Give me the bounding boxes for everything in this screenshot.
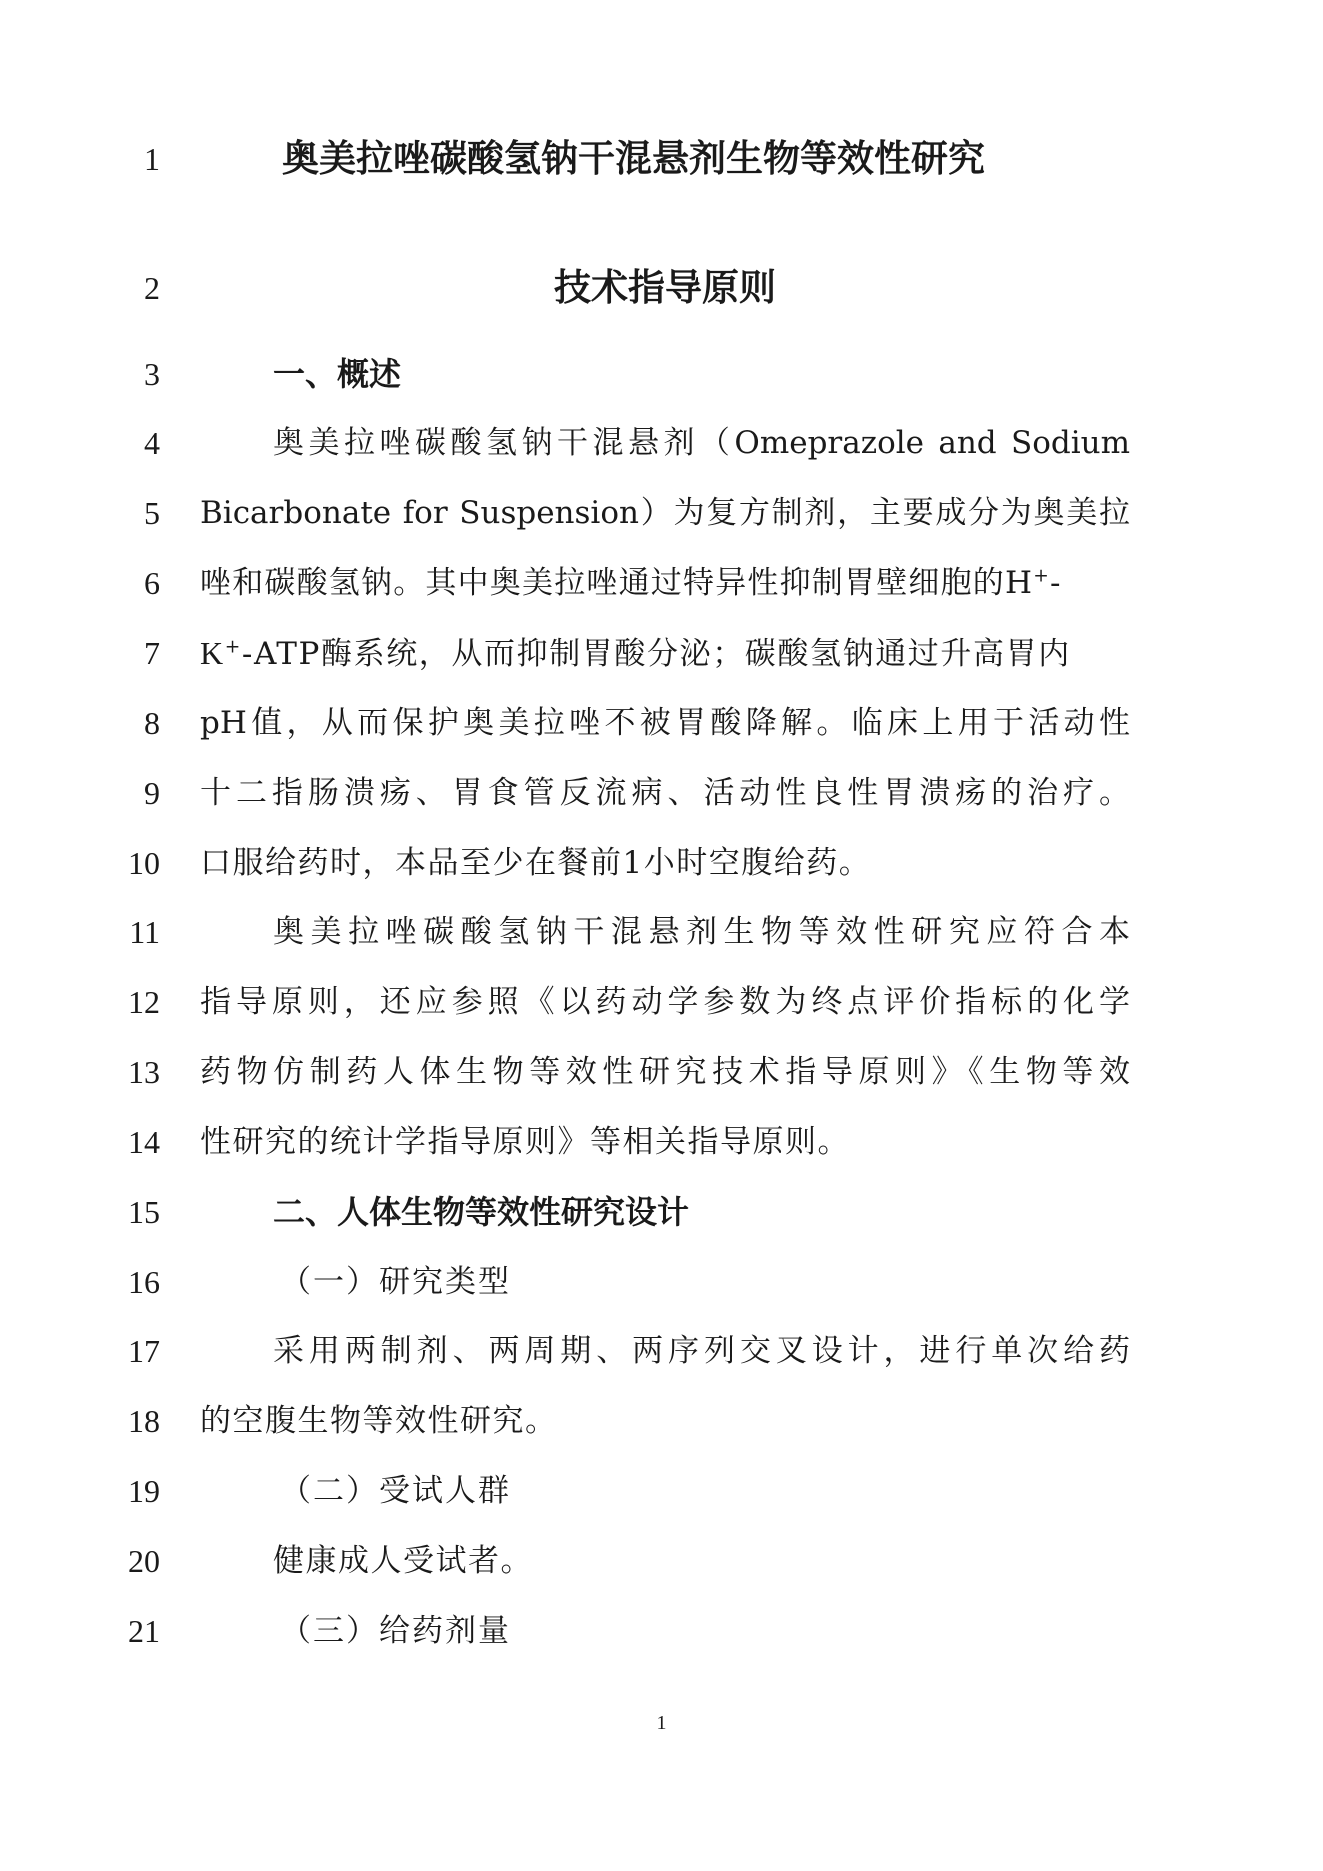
line-number: 11	[129, 914, 160, 950]
text-segment: -	[1050, 565, 1062, 601]
paragraph-line: 指导原则，还应参照《以药动学参数为终点评价指标的化学	[200, 984, 1130, 1020]
section-heading-study-design: 二、人体生物等效性研究设计	[273, 1193, 690, 1231]
line-number: 4	[144, 425, 160, 461]
line-3	[0, 339, 1323, 409]
line-number: 17	[128, 1333, 160, 1369]
line-number: 20	[128, 1543, 160, 1579]
subsection-heading: （三）给药剂量	[280, 1613, 511, 1649]
line-19	[0, 1456, 1323, 1526]
page-number: 1	[656, 1712, 667, 1734]
superscript: +	[224, 636, 242, 658]
line-number: 18	[128, 1403, 160, 1439]
paragraph-line: Bicarbonate for Suspension）为复方制剂，主要成分为奥美拉	[200, 495, 1130, 531]
text-segment: K	[200, 635, 225, 671]
paragraph-line: 性研究的统计学指导原则》等相关指导原则。	[200, 1124, 850, 1160]
paragraph-line: 口服给药时，本品至少在餐前1小时空腹给药。	[200, 845, 872, 881]
paragraph-line: 十二指肠溃疡、胃食管反流病、活动性良性胃溃疡的治疗。	[200, 775, 1130, 811]
document-title: 奥美拉唑碳酸氢钠干混悬剂生物等效性研究	[282, 137, 985, 180]
paragraph-line: 健康成人受试者。	[273, 1543, 533, 1579]
document-subtitle: 技术指导原则	[554, 266, 776, 309]
paragraph-line: 奥美拉唑碳酸氢钠干混悬剂生物等效性研究应符合本	[273, 914, 1130, 950]
line-12	[0, 967, 1323, 1037]
line-8	[0, 688, 1323, 758]
line-21	[0, 1596, 1323, 1666]
line-10	[0, 828, 1323, 898]
paragraph-line	[200, 618, 1130, 689]
line-11	[0, 897, 1323, 967]
line-number: 5	[144, 495, 160, 531]
line-number: 7	[144, 635, 160, 671]
superscript: +	[1033, 565, 1051, 587]
line-number: 3	[144, 356, 160, 392]
line-1	[0, 124, 1323, 194]
paragraph-line: 奥美拉唑碳酸氢钠干混悬剂（Omeprazole and Sodium	[273, 425, 1130, 461]
line-number: 21	[128, 1613, 160, 1649]
paragraph-line: 的空腹生物等效性研究。	[200, 1403, 558, 1439]
line-7	[0, 618, 1323, 688]
line-17	[0, 1316, 1323, 1386]
line-number: 6	[144, 565, 160, 601]
line-number: 9	[144, 775, 160, 811]
section-heading-overview: 一、概述	[273, 355, 402, 393]
paragraph-line: pH值，从而保护奥美拉唑不被胃酸降解。临床上用于活动性	[200, 705, 1130, 741]
line-5	[0, 478, 1323, 548]
text-segment: -ATP酶系统，从而抑制胃酸分泌；碳酸氢钠通过升高胃内	[241, 636, 1071, 672]
line-number: 8	[144, 705, 160, 741]
line-number: 13	[128, 1054, 160, 1090]
line-number: 12	[128, 984, 160, 1020]
line-16	[0, 1247, 1323, 1317]
line-13	[0, 1037, 1323, 1107]
line-number: 2	[144, 270, 160, 306]
paragraph-line	[200, 548, 1130, 618]
line-2	[0, 253, 1323, 323]
line-number: 15	[128, 1194, 160, 1230]
line-number: 1	[144, 141, 160, 177]
line-15	[0, 1177, 1323, 1247]
subsection-heading: （一）研究类型	[280, 1264, 511, 1300]
text-segment: 唑和碳酸氢钠。其中奥美拉唑通过特异性抑制胃壁细胞的H	[200, 565, 1034, 601]
line-20	[0, 1526, 1323, 1596]
paragraph-line: 药物仿制药人体生物等效性研究技术指导原则》《生物等效	[200, 1054, 1130, 1090]
line-9	[0, 758, 1323, 828]
line-number: 10	[128, 845, 160, 881]
line-number: 16	[128, 1264, 160, 1300]
subsection-heading: （二）受试人群	[280, 1473, 511, 1509]
line-4	[0, 408, 1323, 478]
line-number: 19	[128, 1473, 160, 1509]
line-number: 14	[128, 1124, 160, 1160]
line-14	[0, 1107, 1323, 1177]
line-18	[0, 1386, 1323, 1456]
line-6	[0, 548, 1323, 618]
paragraph-line: 采用两制剂、两周期、两序列交叉设计，进行单次给药	[273, 1333, 1130, 1369]
